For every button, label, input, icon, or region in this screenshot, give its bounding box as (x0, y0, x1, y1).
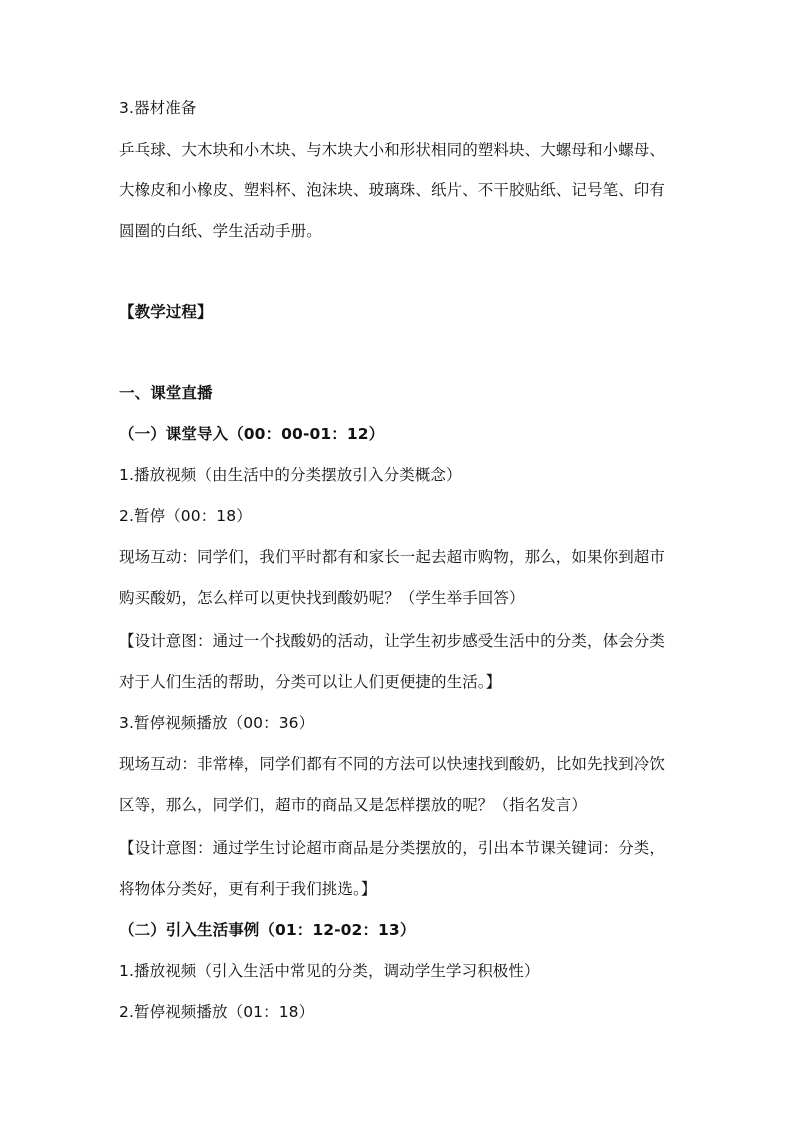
subsection-one-heading: （一）课堂导入（00：00-01：12） (119, 425, 385, 443)
design-intent-2-line-2: 将物体分类好，更有利于我们挑选。】 (119, 880, 377, 898)
design-intent-1-line-2: 对于人们生活的帮助，分类可以让人们更便捷的生活。】 (119, 673, 502, 691)
design-intent-1-line-1: 【设计意图：通过一个找酸奶的活动，让学生初步感受生活中的分类，体会分类 (119, 632, 666, 650)
equipment-list-line-1: 乒乓球、大木块和小木块、与木块大小和形状相同的塑料块、大螺母和小螺母、 (119, 141, 666, 159)
subsection-one-step-1: 1.播放视频（由生活中的分类摆放引入分类概念） (119, 466, 462, 484)
equipment-heading: 3.器材准备 (119, 99, 197, 117)
subsection-two-step-1: 1.播放视频（引入生活中常见的分类，调动学生学习积极性） (119, 962, 540, 980)
subsection-two-heading: （二）引入生活事例（01：12-02：13） (119, 921, 416, 939)
subsection-one-step-2: 2.暂停（00：18） (119, 507, 252, 525)
interaction-2-line-2: 区等，那么，同学们，超市的商品又是怎样摆放的呢？（指名发言） (119, 796, 588, 814)
equipment-list-line-2: 大橡皮和小橡皮、塑料杯、泡沫块、玻璃珠、纸片、不干胶贴纸、记号笔、印有 (119, 181, 666, 199)
interaction-1-line-1: 现场互动：同学们，我们平时都有和家长一起去超市购物，那么，如果你到超市 (119, 548, 666, 566)
subsection-one-step-3: 3.暂停视频播放（00：36） (119, 714, 315, 732)
interaction-1-line-2: 购买酸奶，怎么样可以更快找到酸奶呢？（学生举手回答） (119, 589, 525, 607)
interaction-2-line-1: 现场互动：非常棒，同学们都有不同的方法可以快速找到酸奶，比如先找到冷饮 (119, 755, 666, 773)
subsection-two-step-2: 2.暂停视频播放（01：18） (119, 1003, 315, 1021)
part-one-heading: 一、课堂直播 (119, 384, 213, 402)
equipment-list-line-3: 圆圈的白纸、学生活动手册。 (119, 222, 322, 240)
teaching-process-heading: 【教学过程】 (119, 303, 213, 321)
design-intent-2-line-1: 【设计意图：通过学生讨论超市商品是分类摆放的，引出本节课关键词：分类， (119, 839, 666, 857)
